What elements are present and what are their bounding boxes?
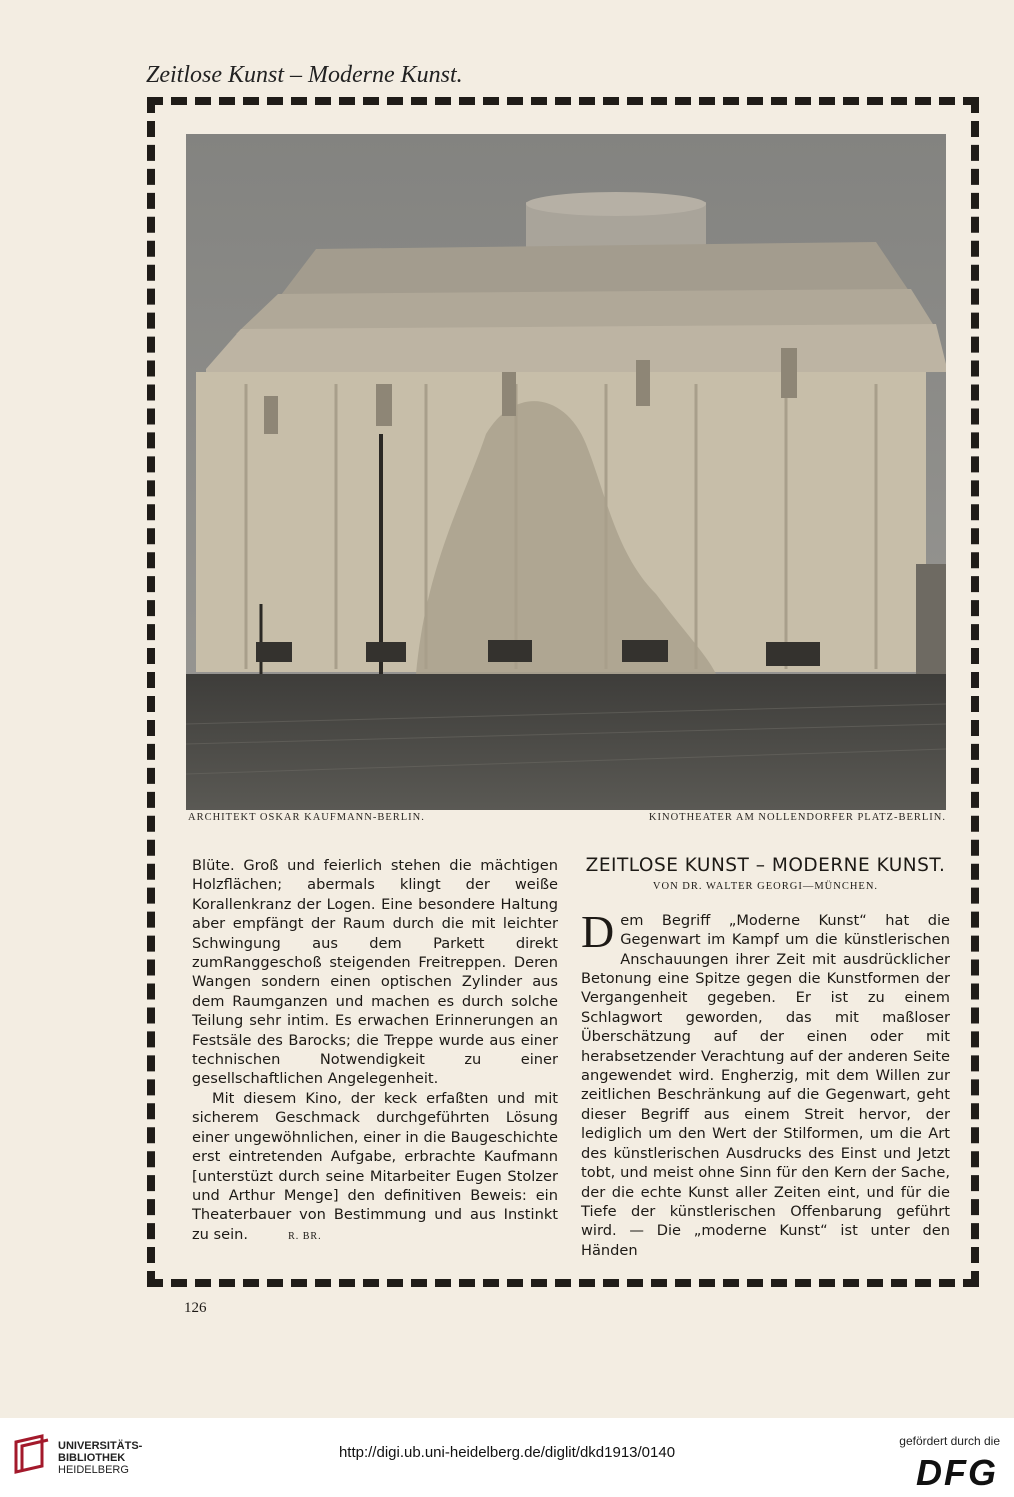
left-paragraph-2-text: Mit diesem Kino, der keck erfaßten und mit sicherem Geschmack durchgeführten Lösung einer ungewöhnlichen, einer in die Baugeschichte erst eintretenden Aufgabe, erbrachte Kaufmann [unterstüzt durch seine Mitarbeiter Eugen Stolzer und Arthur Menge] den definitiven Beweis: ein Theaterbauer von Bestimmung und aus Instinkt zu sein.: [192, 1089, 558, 1243]
left-paragraph-2: [192, 1089, 558, 1246]
digitization-url-link[interactable]: http://digi.ub.uni-heidelberg.de/diglit/dkd1913/0140: [338, 1444, 676, 1461]
photo-caption-architect: ARCHITEKT OSKAR KAUFMANN-BERLIN.: [188, 812, 425, 823]
library-name-line-3: HEIDELBERG: [58, 1464, 129, 1476]
right-text-column: [581, 856, 950, 1260]
photo-caption-building: KINOTHEATER AM NOLLENDORFER PLATZ-BERLIN.: [648, 812, 946, 823]
running-title: Zeitlose Kunst – Moderne Kunst.: [146, 62, 463, 88]
left-text-column: [192, 856, 558, 1246]
dfg-logo: DFG: [916, 1452, 998, 1493]
article-body-text: em Begriff „Moderne Kunst“ hat die Gegenwart im Kampf um die künstlerischen Anschauungen ihrer Zeit mit ausdrücklicher Betonung eine Spitze gegen die Kunstformen der Vergangenheit gegeben. Er ist zu einem Schlagwort geworden, das mit maßloser Überschätzung auf der einen oder mit herabsetzender Verachtung auf der anderen Seite angewendet wird. Engherzig, mit dem Willen zur zeitlichen Beschränkung auf die Gegenwart, geht dieser Begriff aus einem Streit hervor, der lediglich um den Wert der Stilformen, um die Art des künstlerischen Ausdrucks des Einst und Jetzt tobt, und meist ohne Sinn für den Kern der Sache, der die echte Kunst aller Zeiten eint, und für die Tiefe der künstlerischen Offenbarung geführt wird. — Die „moderne Kunst“ ist unter den Händen: [581, 911, 950, 1259]
page-number: 126: [184, 1300, 207, 1316]
library-name-line-1: UNIVERSITÄTS-: [58, 1440, 143, 1452]
funding-note: gefördert durch die: [899, 1434, 1000, 1448]
library-name-line-2: BIBLIOTHEK: [58, 1452, 126, 1464]
left-paragraph-1: Blüte. Groß und feierlich stehen die mächtigen Holzflächen; abermals klingt der weiße Korallenkranz der Logen. Eine besondere Haltung aber empfängt der Raum durch die mit leichter Schwingung aus dem Parkett direkt zumRanggeschoß steigenden Freitreppen. Deren Wangen sondern einen optischen Zylinder aus dem Raumganzen und machen es durch solche Teilung sehr intim. Es erwachen Erinnerungen an Festsäle des Barocks; die Treppe wurde aus einer technischen Notwendigkeit zu einer gesellschaftlichen Angelegenheit.: [192, 857, 558, 1088]
drop-cap: D: [581, 905, 615, 957]
digitization-footer: [0, 1418, 1014, 1497]
article-body: [581, 905, 950, 1260]
article-title: ZEITLOSE KUNST – MODERNE KUNST.: [585, 855, 946, 876]
author-signature: R. BR.: [288, 1230, 322, 1242]
building-photograph: [186, 134, 946, 810]
article-byline: VON DR. WALTER GEORGI—MÜNCHEN.: [652, 881, 879, 893]
